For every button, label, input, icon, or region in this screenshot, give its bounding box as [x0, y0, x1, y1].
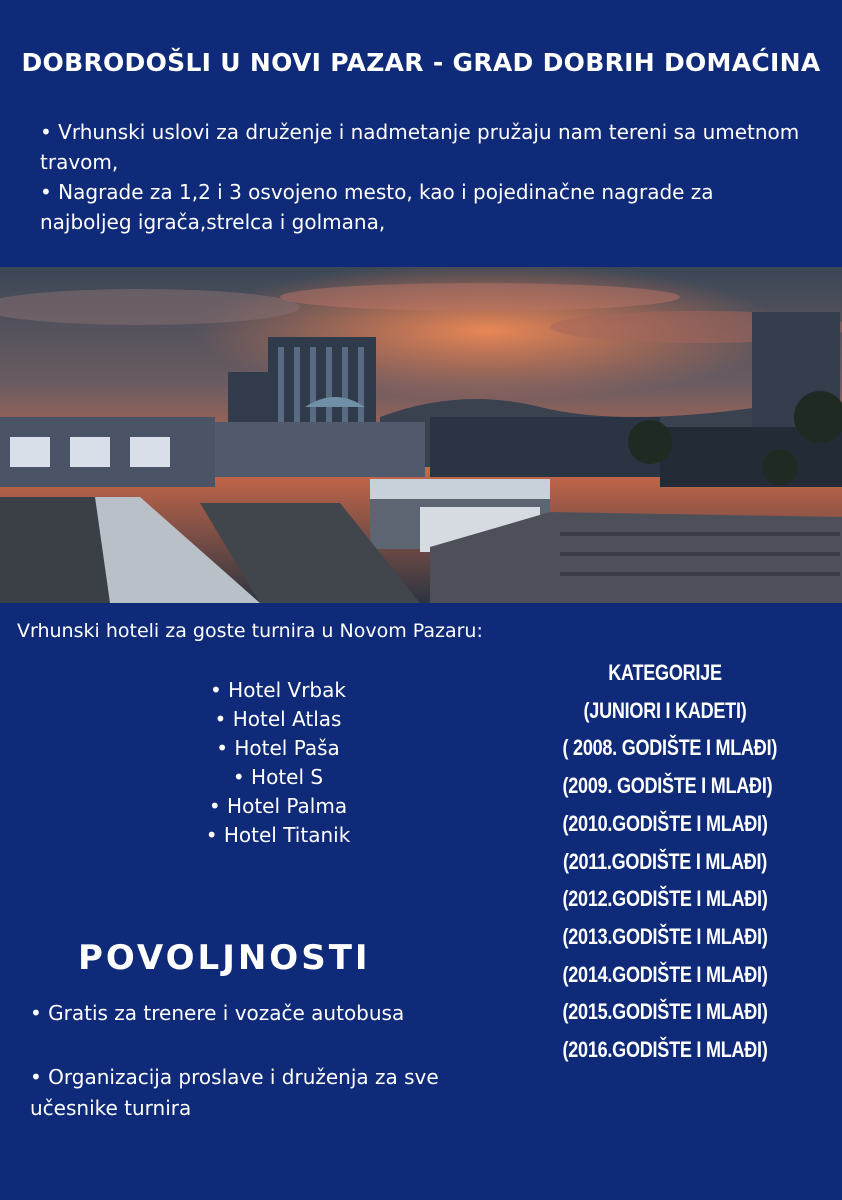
- intro-line-fields: • Vrhunski uslovi za druženje i nadmetanje pružaju nam tereni sa umetnom travom,: [40, 120, 800, 174]
- list-item: (2014.GODIŠTE I MLAĐI): [562, 961, 768, 987]
- perks-title: POVOLJNOSTI: [78, 938, 371, 978]
- intro-line-prizes: • Nagrade za 1,2 i 3 osvojeno mesto, kao i pojedinačne nagrade za najboljeg igrača,strelca i golmana,: [40, 180, 714, 234]
- list-item: (2013.GODIŠTE I MLAĐI): [562, 923, 768, 949]
- perk-item-gratis: • Gratis za trenere i vozače autobusa: [30, 1001, 405, 1025]
- city-skyline-image: [0, 267, 842, 603]
- list-item: • Hotel Palma: [208, 794, 348, 818]
- list-item: • Hotel Atlas: [214, 707, 342, 731]
- list-item: (2009. GODIŠTE I MLAĐI): [562, 773, 773, 799]
- perk-item-celebration: • Organizacija proslave i druženja za sve učesnike turnira: [30, 1065, 439, 1120]
- list-item: (2016.GODIŠTE I MLAĐI): [562, 1037, 768, 1063]
- list-item: (JUNIORI I KADETI): [583, 697, 747, 723]
- list-item: (2015.GODIŠTE I MLAĐI): [562, 999, 768, 1025]
- list-item: (2012.GODIŠTE I MLAĐI): [562, 886, 768, 912]
- hotel-list: [158, 676, 398, 850]
- categories-list: [562, 654, 778, 1069]
- list-item: • Hotel Paša: [216, 736, 340, 760]
- categories-heading: KATEGORIJE: [608, 660, 722, 685]
- hotels-heading: Vrhunski hoteli za goste turnira u Novom Pazaru:: [17, 620, 483, 642]
- city-photo: [0, 267, 842, 603]
- list-item: • Hotel Vrbak: [210, 678, 346, 702]
- page-title: DOBRODOŠLI U NOVI PAZAR - GRAD DOBRIH DOMAĆINA: [21, 48, 821, 77]
- list-item: • Hotel S: [232, 765, 324, 789]
- intro-text: [40, 117, 800, 237]
- list-item: (2011.GODIŠTE I MLAĐI): [562, 848, 768, 874]
- list-item: • Hotel Titanik: [205, 823, 351, 847]
- list-item: ( 2008. GODIŠTE I MLAĐI): [562, 735, 778, 761]
- list-item: (2010.GODIŠTE I MLAĐI): [562, 810, 768, 836]
